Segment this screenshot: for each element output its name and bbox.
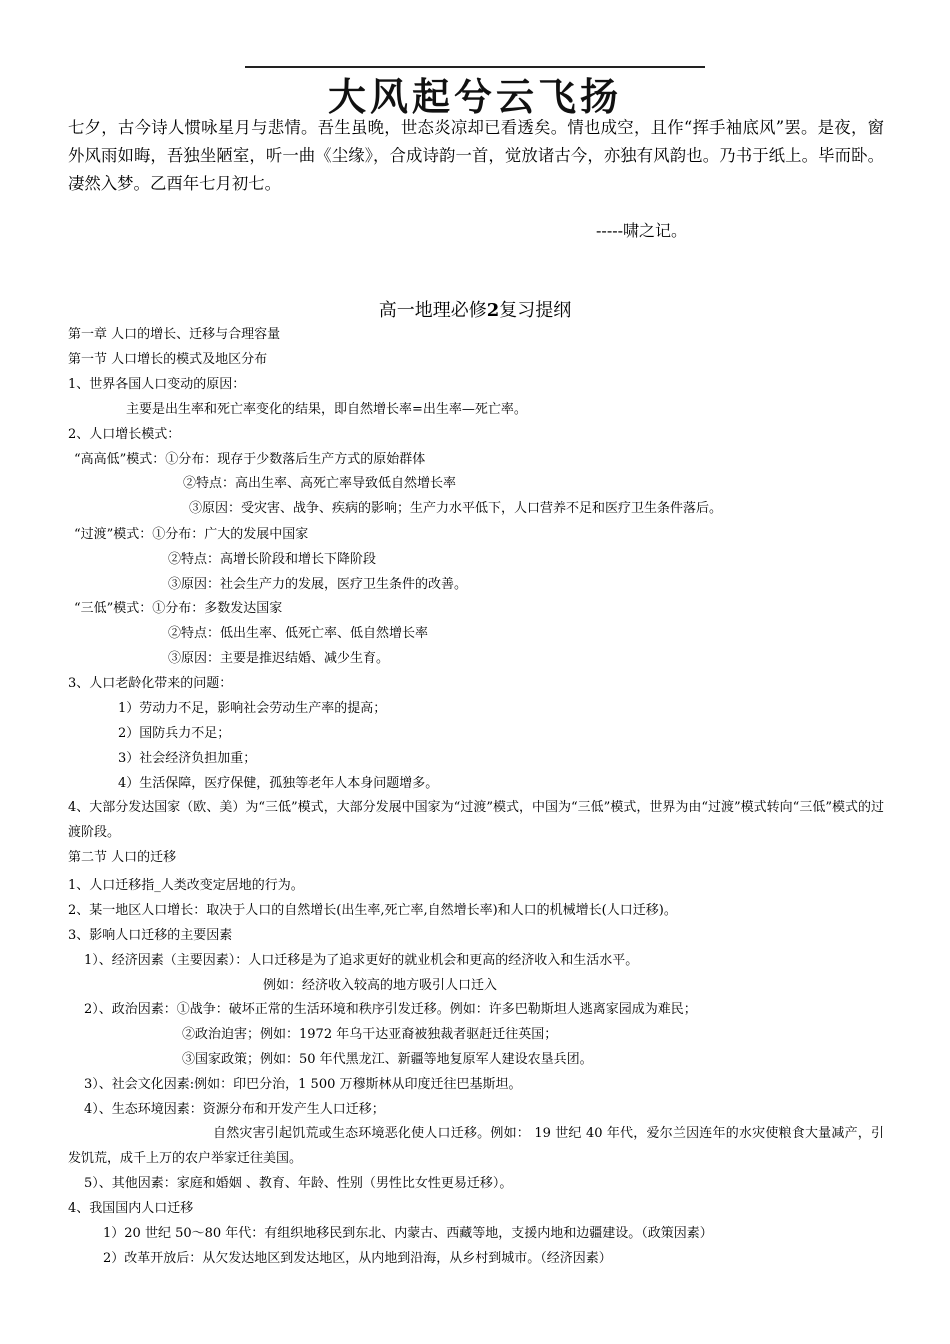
title-text-post: 复习提纲 [499,300,572,321]
point-4: 4、大部分发达国家（欧、美）为“三低”模式，大部分发展中国家为“过渡”模式，中国为“三低”模式，世界为由“过渡”模式转向“三低”模式的过渡阶段。 [68,800,884,840]
section-heading-2: 第二节 人口的迁移 [68,850,177,865]
intro-signature: -----啸之记。 [596,221,688,240]
factor-other: 5）、其他因素：家庭和婚姻 、教育、年龄、性别（男性比女性更易迁移）。 [84,1176,513,1191]
point-3-item-1: 1）劳动力不足，影响社会劳动生产率的提高； [118,701,387,716]
domestic-migration-1: 1）20 世纪 50～80 年代：有组织地移民到东北、内蒙古、西藏等地，支援内地和边疆建设。（政策因素） [103,1226,713,1241]
model-3-distribution: “三低”模式：①分布：多数发达国家 [74,601,283,616]
point-3-item-2: 2）国防兵力不足； [118,726,231,741]
factor-ecological: 4）、生态环境因素：资源分布和开发产生人口迁移； [84,1102,385,1117]
banner-calligraphy: 大风起兮云飞扬 [327,73,622,119]
model-2-features: ②特点：高增长阶段和增长下降阶段 [168,552,377,567]
title-banner-image [245,66,705,119]
factor-economic-example: 例如：经济收入较高的地方吸引人口迁入 [263,978,498,993]
model-1-causes: ③原因：受灾害、战争、疾病的影响；生产力水平低下，人口营养不足和医疗卫生条件落后。 [189,501,723,516]
section-heading-1: 第一节 人口增长的模式及地区分布 [68,352,268,367]
point-3-item-4: 4）生活保障，医疗保健，孤独等老年人本身问题增多。 [118,776,439,791]
factor-ecological-example: 自然灾害引起饥荒或生态环境恶化使人口迁移。例如： 19 世纪 40 年代，爱尔兰因连年的水灾使粮食大量减产，引发饥荒，成千上万的农户举家迁往美国。 [68,1126,884,1166]
title-number: 2 [486,300,500,321]
factor-economic: 1）、经济因素（主要因素）：人口迁移是为了追求更好的就业机会和更高的经济收入和生活水平。 [84,953,639,968]
migration-point-3: 3、影响人口迁移的主要因素 [68,928,233,943]
model-3-features: ②特点：低出生率、低死亡率、低自然增长率 [168,626,429,641]
migration-point-2: 2、某一地区人口增长：取决于人口的自然增长(出生率,死亡率,自然增长率)和人口的机械增长(人口迁移)。 [68,903,677,918]
point-1-detail: 主要是出生率和死亡率变化的结果，即自然增长率=出生率—死亡率。 [126,402,527,417]
model-2-distribution: “过渡”模式：①分布：广大的发展中国家 [74,527,309,542]
factor-political-persecution: ②政治迫害；例如：1972 年乌干达亚裔被独裁者驱赶迁往英国； [182,1027,558,1042]
model-3-causes: ③原因：主要是推迟结婚、减少生育。 [168,651,390,666]
chapter-heading: 第一章 人口的增长、迁移与合理容量 [68,327,281,342]
title-text-pre: 高一地理必修 [378,300,487,321]
intro-paragraph: 七夕，古今诗人惯咏星月与悲情。吾生虽晚，世态炎凉却已看透矣。情也成空，且作“挥手袖底风”罢。是夜，窗外风雨如晦，吾独坐陋室，听一曲《尘缘》，合成诗韵一首，觉放诸古今，亦独有风韵也。乃书于纸上。毕而卧。凄然入梦。乙酉年七月初七。 [68,118,884,193]
migration-point-1: 1、人口迁移指_人类改变定居地的行为。 [68,878,304,893]
model-1-features: ②特点：高出生率、高死亡率导致低自然增长率 [183,476,457,491]
factor-cultural: 3）、社会文化因素:例如：印巴分治，1 500 万穆斯林从印度迁往巴基斯坦。 [84,1077,522,1092]
factor-political-policy: ③国家政策；例如：50 年代黑龙江、新疆等地复原军人建设农垦兵团。 [182,1052,593,1067]
model-1-distribution: “高高低”模式：①分布：现存于少数落后生产方式的原始群体 [74,452,426,467]
migration-point-4: 4、我国国内人口迁移 [68,1201,194,1216]
point-2: 2、人口增长模式： [68,427,181,442]
point-3-item-3: 3）社会经济负担加重； [118,751,257,766]
model-2-causes: ③原因：社会生产力的发展，医疗卫生条件的改善。 [168,577,468,592]
point-1: 1、世界各国人口变动的原因： [68,377,246,392]
document-title [0,296,950,322]
point-3: 3、人口老龄化带来的问题： [68,676,233,691]
factor-political: 2）、政治因素：①战争：破坏正常的生活环境和秩序引发迁移。例如：许多巴勒斯坦人逃离家园成为难民； [84,1002,697,1017]
domestic-migration-2: 2）改革开放后：从欠发达地区到发达地区，从内地到沿海，从乡村到城市。（经济因素） [103,1251,612,1266]
